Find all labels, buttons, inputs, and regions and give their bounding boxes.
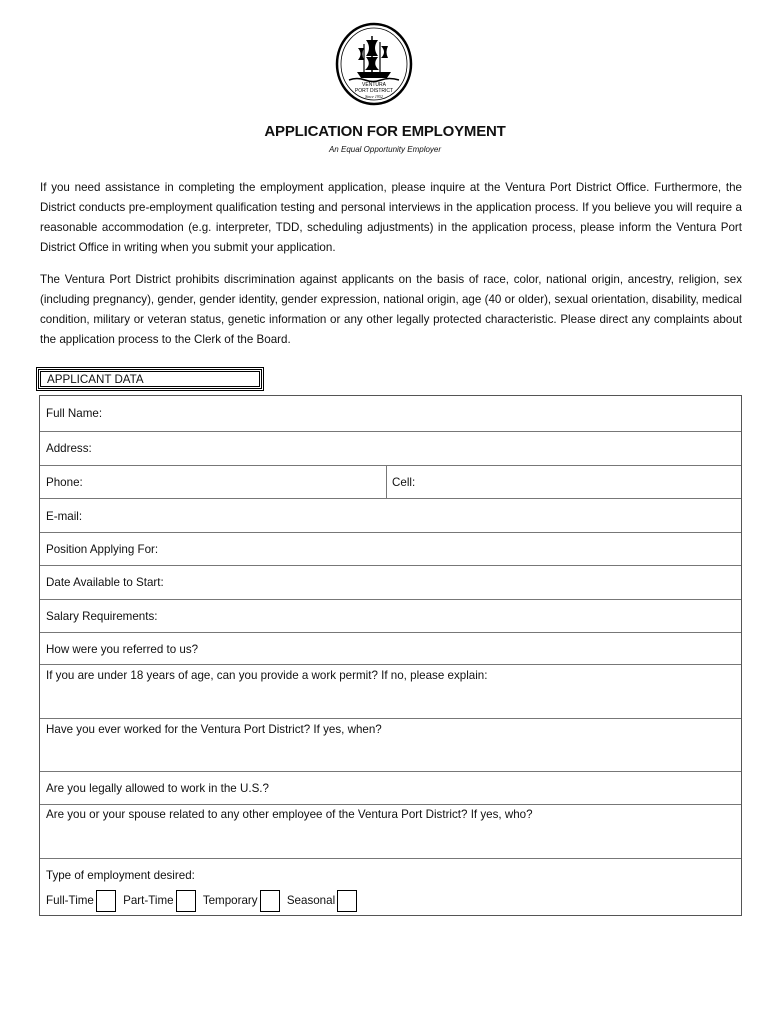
full-name-label: Full Name: [46, 407, 103, 420]
page-title: APPLICATION FOR EMPLOYMENT [264, 123, 506, 140]
seasonal-checkbox[interactable] [337, 890, 357, 912]
position-label: Position Applying For: [46, 543, 159, 556]
date-available-label: Date Available to Start: [46, 576, 164, 589]
referred-label: How were you referred to us? [46, 643, 199, 656]
address-label: Address: [46, 442, 92, 455]
date-available-field[interactable] [40, 565, 741, 599]
full-name-field[interactable] [40, 396, 741, 431]
worked-before-field[interactable] [40, 718, 741, 771]
svg-text:Since 1952: Since 1952 [365, 94, 383, 99]
temporary-label: Temporary [202, 894, 258, 907]
full-time-label: Full-Time [46, 894, 94, 907]
ventura-port-district-seal [335, 22, 413, 106]
related-field[interactable] [40, 804, 741, 858]
cell-label: Cell: [392, 476, 416, 489]
svg-text:VENTURA: VENTURA [362, 82, 386, 88]
assistance-paragraph: If you need assistance in completing the employment application, please inquire at the Ventura Port District Office. Furthermore, the District conducts pre-employment qualification testing and personal interviews in the application process. If you believe you will require a reasonable accommodation (e.g. interpreter, TDD, scheduling adjustments) in the application process, please inform the Ventura Port District Office in writing when you submit your application. [40, 181, 742, 254]
full-time-checkbox[interactable] [96, 890, 116, 912]
address-field[interactable] [40, 431, 741, 465]
salary-field[interactable] [40, 599, 741, 632]
salary-label: Salary Requirements: [46, 610, 158, 623]
seasonal-label: Seasonal [286, 894, 336, 907]
email-field[interactable] [40, 498, 741, 532]
referred-field[interactable] [40, 632, 741, 664]
part-time-checkbox[interactable] [176, 890, 196, 912]
temporary-checkbox[interactable] [260, 890, 280, 912]
phone-cell-divider [386, 466, 387, 498]
page-subtitle: An Equal Opportunity Employer [328, 145, 442, 154]
nondiscrimination-paragraph: The Ventura Port District prohibits discrimination against applicants on the basis of race, color, national origin, ancestry, religion, sex (including pregnancy), gender, gender identity, gender expression, national origin, age (40 or older), sexual orientation, disability, medical condition, military or veteran status, genetic information or any other legally protected characteristic. Please direct any complaints about the application process to the Clerk of the Board. [40, 273, 742, 346]
part-time-label: Part-Time [123, 894, 174, 907]
applicant-data-form [39, 395, 742, 916]
work-permit-field[interactable] [40, 664, 741, 718]
related-label: Are you or your spouse related to any other employee of the Ventura Port District? If yes, who? [46, 808, 533, 821]
position-field[interactable] [40, 532, 741, 565]
employment-type-label: Type of employment desired: [46, 869, 195, 882]
employment-type-options [46, 889, 361, 913]
svg-text:PORT DISTRICT: PORT DISTRICT [354, 88, 394, 94]
employment-type-row [40, 858, 741, 917]
worked-before-label: Have you ever worked for the Ventura Port District? If yes, when? [46, 723, 382, 736]
phone-label: Phone: [46, 476, 83, 489]
work-permit-label: If you are under 18 years of age, can you provide a work permit? If no, please explain: [46, 669, 488, 682]
email-label: E-mail: [46, 510, 83, 523]
legal-work-field[interactable] [40, 771, 741, 804]
phone-row [40, 465, 741, 498]
legal-work-label: Are you legally allowed to work in the U.S.? [46, 782, 269, 795]
applicant-data-heading: APPLICANT DATA [38, 369, 262, 389]
